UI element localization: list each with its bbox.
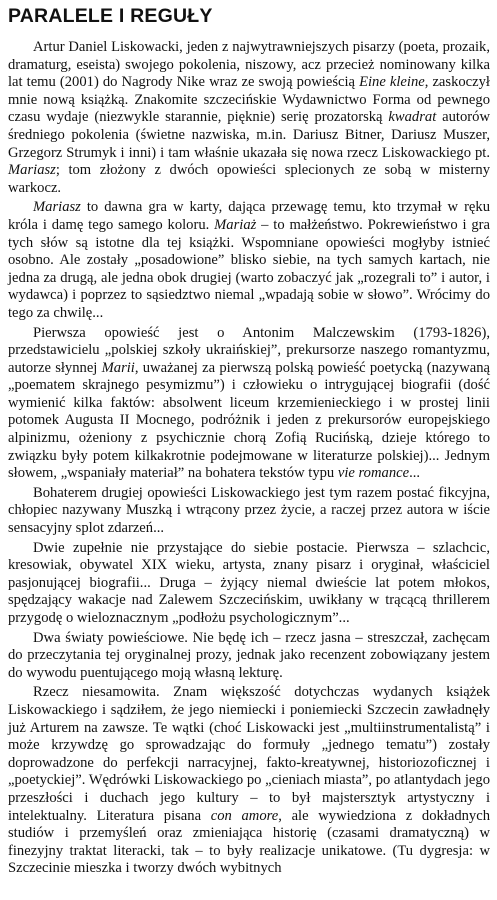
paragraph bbox=[8, 485, 490, 538]
paragraph bbox=[8, 325, 490, 483]
italic-text: kwadrat bbox=[388, 109, 437, 126]
text-run: Pierwsza opowieść jest o Antonim Malczewskim (1793-1826), przedstawicielu „polskiej szkoły ukraińskiej”, prekursorze naszego romantyzmu, autorze słynnej bbox=[8, 324, 490, 376]
paragraph bbox=[8, 39, 490, 197]
text-run: ... bbox=[409, 465, 421, 482]
text-run: , uważanej za pierwszą polską powieść poetycką (nazywaną „poematem skrajnego pesymizmu”) i człowieku o intrygującej biografii (dość wymienić kilka faktów: absolwent liceum krzemienieckiego i w prostej linii potomek Augusta II Mocnego, podróżnik i jeden z prekursorów europejskiego alpinizmu, ożeniony z psychicznie chorą Zofią Rucińską, dzieje którego to związku były potem kilkakrotnie podejmowane w literaturze polskiej)... Jednym słowem, „wspaniały materiał” na bohatera tekstów typu bbox=[8, 359, 490, 482]
italic-text: con amore bbox=[210, 807, 279, 824]
italic-text: Mariasz bbox=[33, 199, 81, 216]
italic-text: Eine kleine bbox=[359, 74, 425, 91]
text-run: Artur Daniel Liskowacki, jeden z najwytrawniejszych pisarzy (poeta, prozaik, dramaturg, eseista) swojego pokolenia, niszowy, acz przecież nominowany kilka lat temu (2001) do Nagrody Nike wraz ze swoją powieścią bbox=[8, 39, 490, 91]
text-run: ; tom złożony z dwóch opowieści splecionych ze sobą w misterny warkocz. bbox=[8, 162, 490, 196]
text-run: Rzecz niesamowita. Znam większość dotychczas wydanych książek Liskowackiego i sądziłem, że jego niemiecki i poniemiecki Szczecin zawładnęły już Arturem na zawsze. Te wątki (choć Liskowacki jest „multiinstrumentalistą” i może krzywdzę go sprowadzając do formuły „jednego tematu”) zostały doprowadzone do perfekcji narracyjnej, fakto-kreatywnej, historiozoficznej i „poetyckiej”. Wędrówki Liskowackiego po „cieniach miasta”, po atlantydach jego przeszłości i duchach jego kultury – to był majstersztyk artystyczny i intelektualny. Literatura pisana bbox=[8, 684, 490, 824]
paragraph bbox=[8, 540, 490, 628]
article-body bbox=[8, 39, 490, 878]
text-run: Bohaterem drugiej opowieści Liskowackiego jest tym razem postać fikcyjna, chłopiec nazywany Muszką i wtrącony przez życie, a raczej przez autora w iście sensacyjny splot zdarzeń... bbox=[8, 484, 490, 537]
italic-text: Marii bbox=[101, 359, 135, 376]
paragraph bbox=[8, 684, 490, 878]
text-run: , ale wywiedziona z dokładnych studiów i przemyśleń oraz zmieniająca historię (czasami dramatyczną) w finezyjny traktat literacki, tak – to były realizacje unikatowe. (Tu dygresja: w Szczecinie mieszka i tworzy dwóch wybitnych bbox=[8, 807, 490, 877]
italic-text: vie romance bbox=[337, 465, 410, 482]
italic-text: Mariaż bbox=[214, 216, 257, 233]
italic-text: Mariasz bbox=[8, 162, 56, 179]
text-run: to dawna gra w karty, dająca przewagę temu, kto trzymał w ręku króla i damę tego samego koloru. bbox=[8, 199, 490, 233]
paragraph bbox=[8, 199, 490, 322]
text-run: – to małżeństwo. Pokrewieństwo i gra tych słów są istotne dla tej książki. Wspomniane opowieści mogłyby istnieć osobno. Ale zostały „posadowione” blisko siebie, na tych samych kartach, nie jedna za drugą, ale jedna obok drugiej (warto zobaczyć jak „rozegrali to” i autor, i wydawca) i poprzez to sąsiedztwo niemal „wpadają sobie w słowo”. Wrócimy do tego za chwilę... bbox=[8, 216, 490, 321]
text-run: Dwa światy powieściowe. Nie będę ich – rzecz jasna – streszczał, zachęcam do przeczytania tej oryginalnej prozy, jednak jako recenzent zobowiązany jestem do wywodu puentującego moją własną lekturę. bbox=[8, 629, 490, 681]
paragraph bbox=[8, 630, 490, 683]
text-run: Dwie zupełnie nie przystające do siebie postacie. Pierwsza – szlachcic, kresowiak, obywatel XIX wieku, artysta, znany pisarz i oryginał, właściciel pasjonującej biografii... Druga – żyjący niemal dwieście lat potem młokos, spędzający wakacje nad Zalewem Szczecińskim, uwikłany w trącącą thrillerem przygodę o wieloznacznym „podłożu psychologicznym”... bbox=[8, 539, 490, 626]
text-run: autorów średniego pokolenia (świetne nazwiska, m.in. Dariusz Bitner, Dariusz Muszer, Grzegorz Strumyk i inni) i tam właśnie ukazała się nowa rzecz Liskowackiego pt. bbox=[8, 109, 490, 161]
article-title: PARALELE I REGUŁY bbox=[8, 5, 213, 27]
text-run: , zaskoczył mnie nową książką. Znakomite szczecińskie Wydawnictwo Forma od pewnego czasu wydaje (niezwykle starannie, pięknie) serię prozatorską bbox=[8, 74, 490, 126]
